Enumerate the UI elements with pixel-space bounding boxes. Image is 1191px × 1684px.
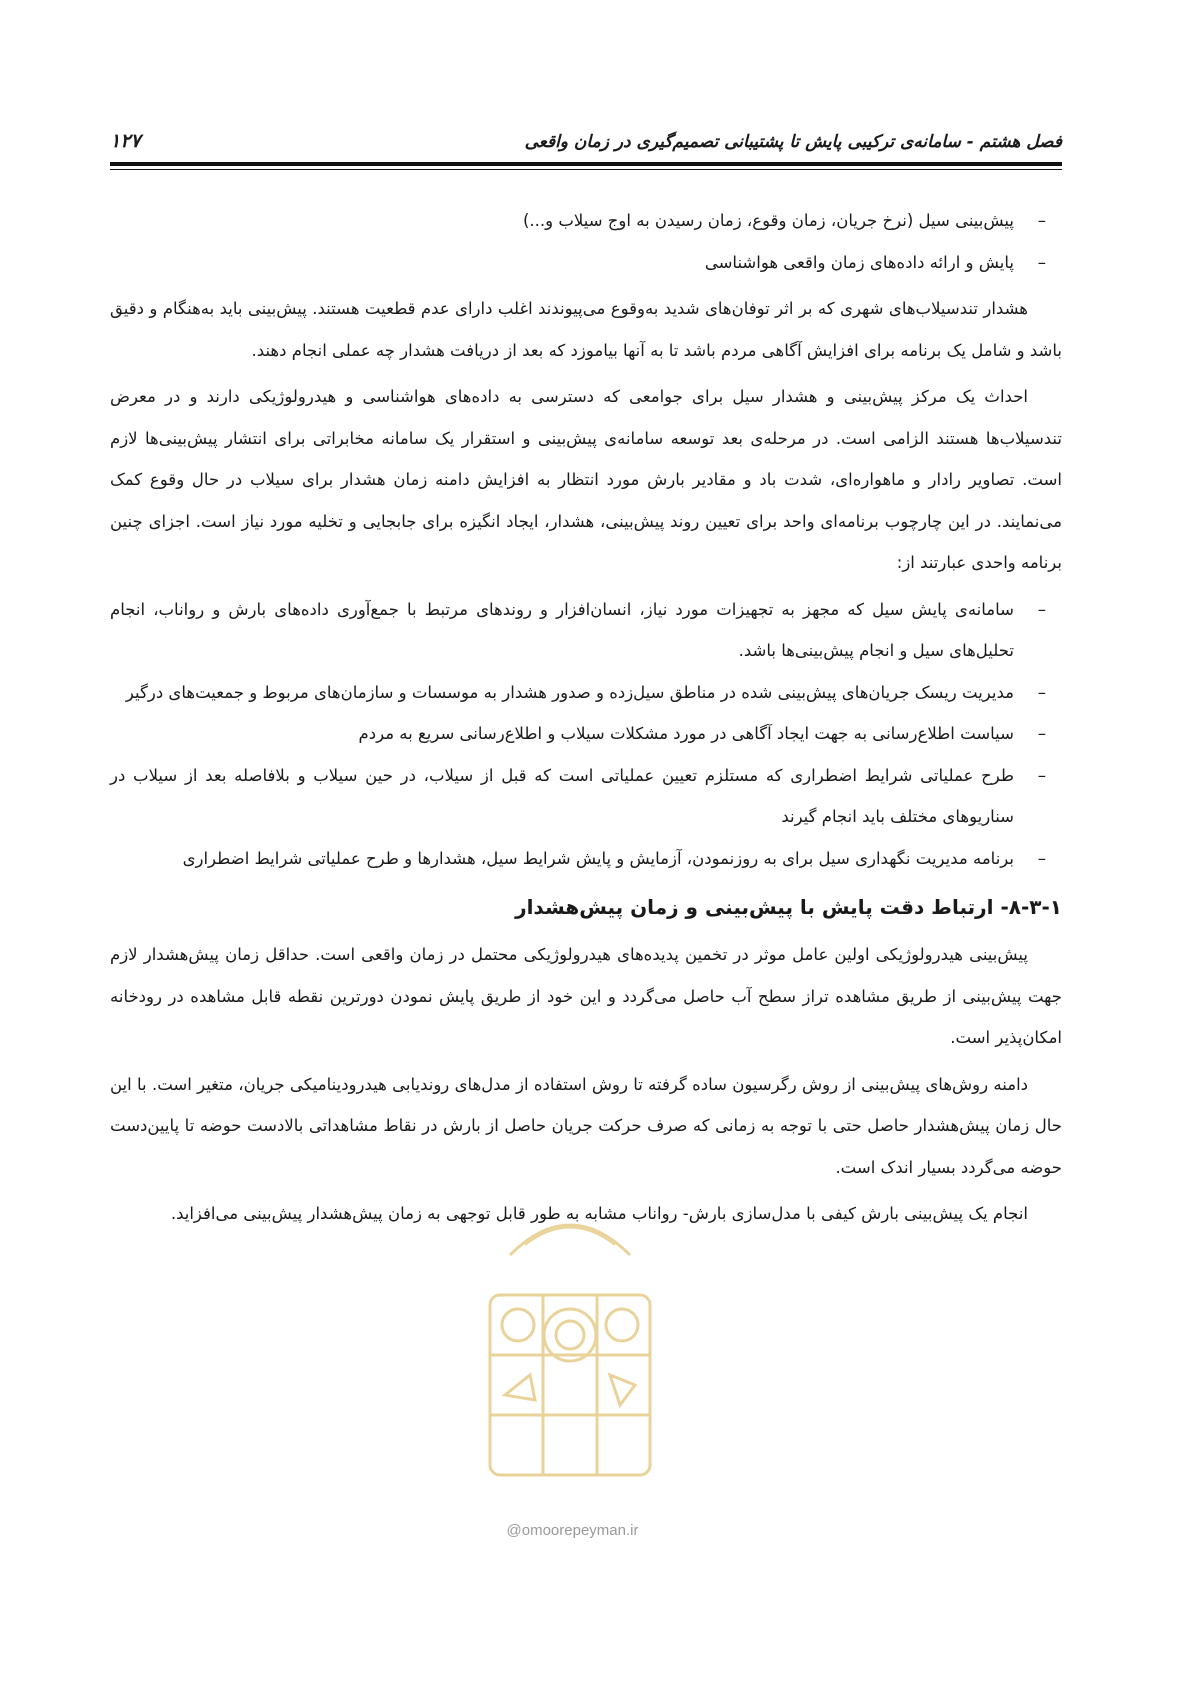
list-item: – طرح عملیاتی شرایط اضطراری که مستلزم تعیین عملیاتی است که قبل از سیلاب، در حین سیلاب و بلافاصله بعد از سیلاب در سناریوهای مختلف باید انجام گیرند [110,755,1014,838]
page-body [110,200,1062,1240]
components-list [110,589,1062,880]
list-item: – پیش‌بینی سیل (نرخ جریان، زمان وقوع، زمان رسیدن به اوج سیلاب و...) [110,200,1014,242]
dash-bullet-icon: – [1037,848,1046,868]
watermark-caption: @omoorepeyman.ir [506,1522,639,1539]
page-number: ۱۲۷ [110,130,141,152]
body-paragraph: پیش‌بینی هیدرولوژیکی اولین عامل موثر در تخمین پدیده‌های هیدرولوژیکی محتمل در زمان واقعی است. حداقل زمان پیش‌هشدار لازم جهت پیش‌بینی از طریق مشاهده تراز سطح آب حاصل می‌گردد و این خود از طریق پایش نمودن دورترین نقطه قابل مشاهده در رودخانه امکان‌پذیر است. [110,945,1062,1047]
body-paragraph: انجام یک پیش‌بینی بارش کیفی با مدل‌سازی بارش- رواناب مشابه به طور قابل توجهی به زمان پیش‌هشدار پیش‌بینی می‌افزاید. [170,1204,1028,1223]
dash-bullet-icon: – [1037,252,1046,272]
header-rule-thick [110,162,1062,166]
list-item: – برنامه مدیریت نگهداری سیل برای به روزنمودن، آزمایش و پایش شرایط سیل، هشدارها و طرح عملیاتی شرایط اضطراری [110,838,1014,880]
body-paragraph: هشدار تندسیلاب‌های شهری که بر اثر توفان‌های شدید به‌وقوع می‌پیوندند اغلب دارای عدم قطعیت هستند. پیش‌بینی باید به‌هنگام و دقیق باشد و شامل یک برنامه برای افزایش آگاهی مردم باشد تا به آنها بیاموزد که بعد از دریافت هشدار چه عملی انجام دهند. [110,299,1062,360]
body-paragraph: دامنه روش‌های پیش‌بینی از روش رگرسیون ساده گرفته تا روش استفاده از مدل‌های روندیابی هیدرودینامیکی جریان، متغیر است. با این حال زمان پیش‌هشدار حاصل حتی با توجه به زمانی که صرف حرکت جریان حاصل از بارش در نقاط مشاهداتی بالادست حوضه تا پایین‌دست حوضه می‌گردد بسیار اندک است. [110,1074,1062,1177]
page-header [110,122,1062,162]
list-item: – سامانه‌ی پایش سیل که مجهز به تجهیزات مورد نیاز، انسان‌افزار و روندهای مرتبط با جمع‌آوری داده‌های بارش و رواناب، انجام تحلیل‌های سیل و انجام پیش‌بینی‌ها باشد. [110,589,1014,672]
list-item: – پایش و ارائه داده‌های زمان واقعی هواشناسی [110,242,1014,284]
intro-bullet-list [110,200,1062,283]
body-paragraph: احداث یک مرکز پیش‌بینی و هشدار سیل برای جوامعی که دسترسی به داده‌های هواشناسی و هیدرولوژیکی دارند و در معرض تندسیلاب‌ها هستند الزامی است. در مرحله‌ی بعد توسعه سامانه‌ی پیش‌بینی و استقرار یک سامانه مخابراتی برای انتشار پیش‌بینی‌ها لازم است. تصاویر رادار و ماهواره‌ای، شدت باد و مقادیر بارش مورد انتظار به افزایش دامنه زمان هشدار برای سیلاب در حال وقوع کمک می‌نمایند. در این چارچوب برنامه‌ای واحد برای تعیین روند پیش‌بینی، هشدار، ایجاد انگیزه برای جابجایی و تخلیه مورد نیاز است. اجزای چنین برنامه واحدی عبارتند از: [110,387,1062,572]
dash-bullet-icon: – [1037,211,1046,230]
dash-bullet-icon: – [1037,682,1046,702]
dash-bullet-icon: – [1037,599,1046,619]
dash-bullet-icon: – [1037,765,1046,785]
header-rule-thin [110,169,1062,170]
chapter-title: فصل هشتم - سامانه‌ی ترکیبی پایش تا پشتیبانی تصمیم‌گیری در زمان واقعی [524,132,1062,152]
list-item: – سیاست اطلاع‌رسانی به جهت ایجاد آگاهی در مورد مشکلات سیلاب و اطلاع‌رسانی سریع به مردم [110,713,1014,755]
dash-bullet-icon: – [1037,724,1046,743]
list-item: – مدیریت ریسک جریان‌های پیش‌بینی شده در مناطق سیل‌زده و صدور هشدار به موسسات و سازمان‌های مربوط و جمعیت‌های درگیر [110,672,1014,714]
section-heading: ۸-۳-۱- ارتباط دقت پایش با پیش‌بینی و زمان پیش‌هشدار [515,895,1062,919]
